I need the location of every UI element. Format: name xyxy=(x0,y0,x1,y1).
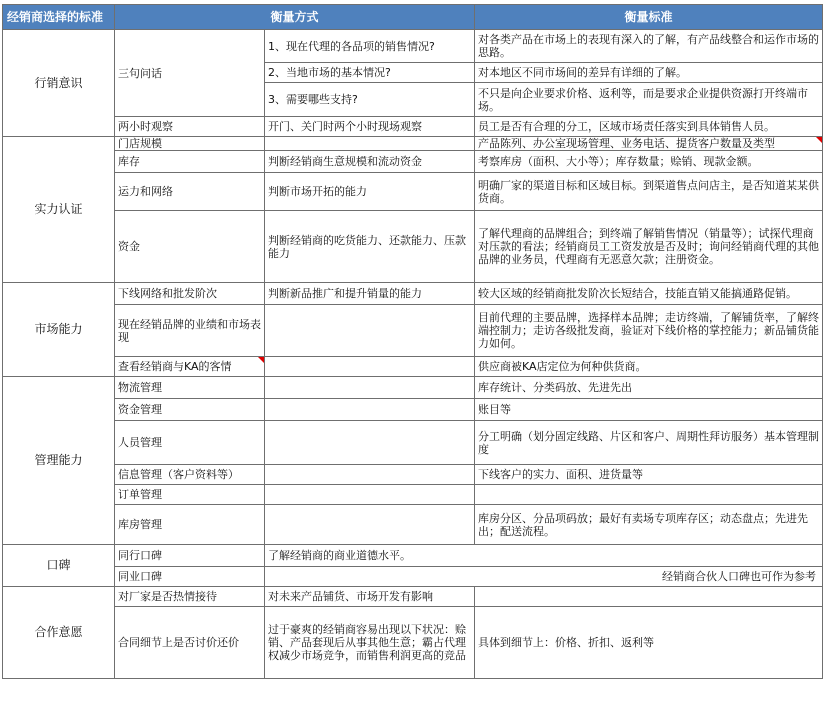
method-cell[interactable]: 判断新品推广和提升销量的能力 xyxy=(265,283,475,305)
item-cell[interactable]: 订单管理 xyxy=(115,485,265,505)
standard-cell[interactable]: 账目等 xyxy=(475,399,823,421)
item-cell[interactable]: 信息管理（客户资料等） xyxy=(115,465,265,485)
table-row xyxy=(3,283,823,305)
item-cell[interactable]: 对厂家是否热情接待 xyxy=(115,587,265,607)
standard-cell[interactable]: 对各类产品在市场上的表现有深入的了解，有产品线整合和运作市场的思路。 xyxy=(475,30,823,63)
table-row xyxy=(3,211,823,283)
table-row xyxy=(3,587,823,607)
method-cell[interactable]: 判断经销商的吃货能力、还款能力、压款能力 xyxy=(265,211,475,283)
standard-cell[interactable] xyxy=(475,485,823,505)
table-row xyxy=(3,505,823,545)
standard-cell[interactable]: 库存统计、分类码放、先进先出 xyxy=(475,377,823,399)
method-cell[interactable] xyxy=(265,137,475,151)
category-cell[interactable]: 合作意愿 xyxy=(3,587,115,679)
method-cell[interactable]: 2、当地市场的基本情况? xyxy=(265,63,475,83)
item-cell[interactable]: 门店规模 xyxy=(115,137,265,151)
standard-cell[interactable]: 了解代理商的品牌组合；到终端了解销售情况（销量等）；试探代理商对压款的看法；经销商员工工资发放是否及时；询问经销商代理的其他品牌的业务员，代理商有无恶意欠款；注册资金。 xyxy=(475,211,823,283)
item-cell[interactable]: 物流管理 xyxy=(115,377,265,399)
table-row xyxy=(3,137,823,151)
table-row xyxy=(3,545,823,567)
method-cell[interactable] xyxy=(265,377,475,399)
table-row xyxy=(3,377,823,399)
item-cell[interactable]: 同行口碑 xyxy=(115,545,265,567)
category-cell[interactable]: 管理能力 xyxy=(3,377,115,545)
item-cell[interactable]: 库房管理 xyxy=(115,505,265,545)
standard-cell[interactable]: 较大区域的经销商批发阶次长短结合，技能直销又能搞通路促销。 xyxy=(475,283,823,305)
method-cell[interactable] xyxy=(265,399,475,421)
table-row xyxy=(3,607,823,679)
item-cell[interactable]: 查看经销商与KA的客情 xyxy=(115,357,265,377)
method-cell[interactable] xyxy=(265,357,475,377)
item-cell[interactable]: 运力和网络 xyxy=(115,173,265,211)
method-cell[interactable] xyxy=(265,465,475,485)
standard-cell[interactable]: 对本地区不同市场间的差异有详细的了解。 xyxy=(475,63,823,83)
standard-cell[interactable]: 员工是否有合理的分工，区域市场责任落实到具体销售人员。 xyxy=(475,117,823,137)
item-cell[interactable]: 资金 xyxy=(115,211,265,283)
table-row xyxy=(3,465,823,485)
method-cell[interactable] xyxy=(265,421,475,465)
standard-cell[interactable]: 供应商被KA店定位为何种供货商。 xyxy=(475,357,823,377)
table-row xyxy=(3,485,823,505)
standard-cell[interactable]: 具体到细节上：价格、折扣、返利等 xyxy=(475,607,823,679)
standard-cell[interactable] xyxy=(475,587,823,607)
standard-cell[interactable]: 考察库房（面积、大小等）；库存数量；赊销、现款金额。 xyxy=(475,151,823,173)
standard-cell[interactable]: 目前代理的主要品牌，选择样本品牌；走访终端，了解铺货率，了解终端控制力；走访各级批发商，验证对下线价格的掌控能力；新品铺货能力如何。 xyxy=(475,305,823,357)
method-cell[interactable]: 开门、关门时两个小时现场观察 xyxy=(265,117,475,137)
standard-cell[interactable]: 不只是向企业要求价格、返利等，而是要求企业提供资源打开终端市场。 xyxy=(475,83,823,117)
table-row xyxy=(3,399,823,421)
method-cell[interactable]: 了解经销商的商业道德水平。 xyxy=(265,545,823,567)
standard-cell[interactable]: 经销商合伙人口碑也可作为参考 xyxy=(265,567,823,587)
category-cell[interactable]: 行销意识 xyxy=(3,30,115,137)
item-cell[interactable]: 同业口碑 xyxy=(115,567,265,587)
table-row xyxy=(3,151,823,173)
item-cell[interactable]: 三句问话 xyxy=(115,30,265,117)
method-cell[interactable]: 判断市场开拓的能力 xyxy=(265,173,475,211)
item-cell[interactable]: 资金管理 xyxy=(115,399,265,421)
category-cell[interactable]: 口碑 xyxy=(3,545,115,587)
method-cell[interactable]: 过于豪爽的经销商容易出现以下状况：赊销、产品套现后从事其他生意；霸占代理权减少市场竞争，而销售利润更高的竞品 xyxy=(265,607,475,679)
standard-cell[interactable]: 明确厂家的渠道目标和区域目标。到渠道售点问店主，是否知道某某供货商。 xyxy=(475,173,823,211)
table-row xyxy=(3,421,823,465)
standard-cell[interactable]: 库房分区、分品项码放；最好有卖场专项库存区；动态盘点；先进先出；配送流程。 xyxy=(475,505,823,545)
method-cell[interactable] xyxy=(265,485,475,505)
item-cell[interactable]: 合同细节上是否讨价还价 xyxy=(115,607,265,679)
table-row xyxy=(3,30,823,63)
item-cell[interactable]: 人员管理 xyxy=(115,421,265,465)
header-row xyxy=(3,5,823,30)
item-cell[interactable]: 两小时观察 xyxy=(115,117,265,137)
method-cell[interactable]: 对未来产品铺货、市场开发有影响 xyxy=(265,587,475,607)
item-cell[interactable]: 现在经销品牌的业绩和市场表现 xyxy=(115,305,265,357)
table-row xyxy=(3,173,823,211)
method-cell[interactable] xyxy=(265,505,475,545)
item-cell[interactable]: 库存 xyxy=(115,151,265,173)
category-cell[interactable]: 市场能力 xyxy=(3,283,115,377)
header-criteria[interactable]: 经销商选择的标准 xyxy=(3,5,115,30)
method-cell[interactable]: 1、现在代理的各品项的销售情况? xyxy=(265,30,475,63)
standard-cell[interactable]: 分工明确（划分固定线路、片区和客户、周期性拜访服务）基本管理制度 xyxy=(475,421,823,465)
table-row xyxy=(3,305,823,357)
method-cell[interactable]: 判断经销商生意规模和流动资金 xyxy=(265,151,475,173)
table-row xyxy=(3,117,823,137)
table-row xyxy=(3,567,823,587)
header-method[interactable]: 衡量方式 xyxy=(115,5,475,30)
table-row xyxy=(3,357,823,377)
standard-cell[interactable]: 下线客户的实力、面积、进货量等 xyxy=(475,465,823,485)
header-standard[interactable]: 衡量标准 xyxy=(475,5,823,30)
standard-cell[interactable]: 产品陈列、办公室现场管理、业务电话、提货客户数量及类型 xyxy=(475,137,823,151)
method-cell[interactable] xyxy=(265,305,475,357)
method-cell[interactable]: 3、需要哪些支持? xyxy=(265,83,475,117)
criteria-table xyxy=(2,4,823,679)
item-cell[interactable]: 下线网络和批发阶次 xyxy=(115,283,265,305)
category-cell[interactable]: 实力认证 xyxy=(3,137,115,283)
